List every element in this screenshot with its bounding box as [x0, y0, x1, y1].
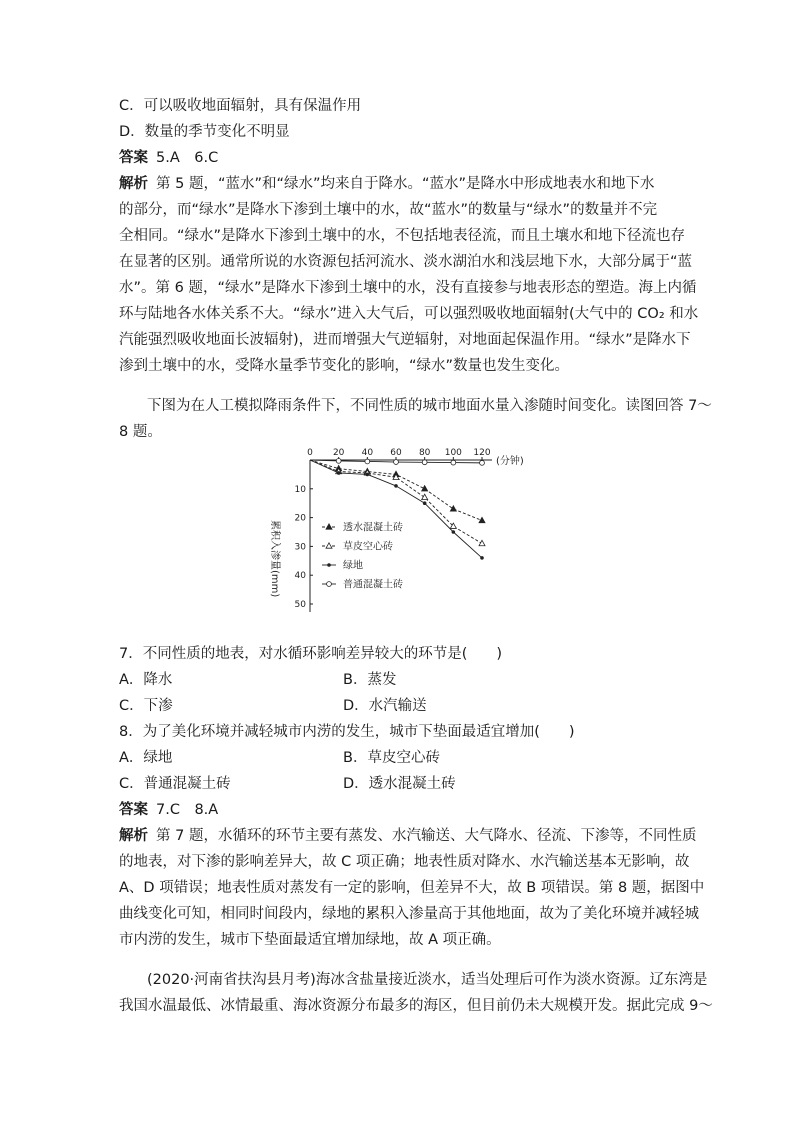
- x-tick-label: 60: [390, 448, 402, 458]
- analysis-1-line-6: 环与陆地各水体关系不大。“绿水”进入大气后，可以强烈吸收地面辐射(大气中的 CO₂ 和水: [119, 306, 699, 322]
- y-tick-label: 30: [294, 542, 306, 553]
- q7-option-d[interactable]: D．水汽输送: [343, 698, 427, 714]
- x-tick-label: 20: [332, 448, 345, 458]
- analysis-1-line-3: 全相同。“绿水”是降水下渗到土壤中的水，不包括地表径流，而且土壤水和地下径流也存: [119, 228, 686, 244]
- q8-option-a[interactable]: A．绿地: [119, 750, 173, 766]
- legend-label: 普通混凝土砖: [343, 579, 403, 591]
- figure-intro-line-2: 8 题。: [119, 424, 162, 440]
- analysis-2-line-1: 解析 第 7 题，水循环的环节主要有蒸发、水汽输送、大气降水、径流、下渗等，不同性质: [119, 828, 697, 844]
- data-point: [451, 460, 456, 465]
- data-point: [336, 458, 341, 463]
- analysis-1-line-1: 解析 第 5 题，“蓝水”和“绿水”均来自于降水。“蓝水”是降水中形成地表水和地下水: [119, 176, 655, 192]
- legend-marker: [327, 563, 331, 567]
- q7-stem: 7．不同性质的地表，对水循环影响差异较大的环节是( ): [119, 646, 503, 662]
- analysis-2-line-2: 的地表，对下渗的影响差异大，故 C 项正确；地表性质对降水、水汽输送基本无影响，故: [119, 854, 690, 870]
- answer-5-6: [119, 148, 679, 168]
- analysis-label-2: 解析: [119, 828, 148, 844]
- x-axis-label: (分钟): [496, 456, 524, 467]
- x-tick-label: 80: [418, 448, 431, 458]
- data-point: [394, 484, 398, 488]
- analysis-label: 解析: [119, 176, 148, 192]
- analysis-1-line-2: 的部分，而“绿水”是降水下渗到土壤中的水，故“蓝水”的数量与“绿水”的数量并不完: [119, 202, 658, 218]
- data-point: [394, 460, 399, 465]
- analysis-1-line-8: 渗到土壤中的水，受降水量季节变化的影响，“绿水”数量也发生变化。: [119, 358, 570, 374]
- y-tick-label: 20: [294, 513, 306, 524]
- answer-7-8: [119, 800, 679, 820]
- data-point: [479, 517, 485, 522]
- y-tick-label: 10: [294, 484, 306, 495]
- q7-option-b[interactable]: B．蒸发: [343, 672, 397, 688]
- legend-marker: [326, 524, 332, 529]
- figure-intro-line-1: 下图为在人工模拟降雨条件下，不同性质的城市地面水量入渗随时间变化。读图回答 7～: [147, 398, 712, 414]
- analysis-2-line-4: 曲线变化可知，相同时间段内，绿地的累积入渗量高于其他地面，故为了美化环境并减轻城: [119, 906, 699, 922]
- legend-label: 绿地: [343, 560, 363, 572]
- data-point: [423, 501, 427, 505]
- q8-option-c[interactable]: C．普通混凝土砖: [119, 776, 231, 792]
- data-point: [452, 530, 456, 534]
- data-point: [337, 471, 341, 475]
- x-tick-label: 100: [444, 448, 462, 458]
- analysis-1-line-7: 汽能强烈吸收地面长波辐射)，进而增强大气逆辐射，对地面起保温作用。“绿水”是降水下: [119, 332, 691, 348]
- data-point: [480, 460, 485, 465]
- data-point: [480, 556, 484, 560]
- x-tick-label: 120: [473, 448, 491, 458]
- x-tick-label: 0: [307, 448, 313, 458]
- data-point: [450, 506, 456, 511]
- data-point: [422, 460, 427, 465]
- analysis-1-line-4: 在显著的区别。通常所说的水资源包括河流水、淡水湖泊水和浅层地下水，大部分属于“蓝: [119, 254, 693, 270]
- legend-label: 透水混凝土砖: [343, 522, 403, 534]
- data-point: [422, 486, 428, 491]
- option-d-prev: D．数量的季节变化不明显: [119, 124, 290, 140]
- q7-option-c[interactable]: C．下渗: [119, 698, 173, 714]
- legend-label: 草皮空心砖: [343, 541, 393, 553]
- y-tick-label: 50: [294, 600, 306, 610]
- data-point: [365, 459, 370, 464]
- legend-marker: [327, 582, 332, 587]
- option-c-prev: C．可以吸收地面辐射，具有保温作用: [119, 98, 362, 114]
- answer-value: 5.A 6.C: [156, 150, 219, 166]
- next-intro-line-1: (2020·河南省扶沟县月考)海冰含盐量接近淡水，适当处理后可作为淡水资源。辽东湾是: [147, 972, 708, 988]
- y-axis-label: 累积入渗量(mm): [269, 520, 280, 598]
- data-point: [366, 473, 370, 477]
- q8-stem: 8．为了美化环境并减轻城市内涝的发生，城市下垫面最适宜增加( ): [119, 724, 575, 740]
- analysis-2-line-5: 市内涝的发生，城市下垫面最适宜增加绿地，故 A 项正确。: [119, 932, 501, 948]
- legend-marker: [326, 543, 332, 548]
- q7-option-a[interactable]: A．降水: [119, 672, 173, 688]
- x-tick-label: 40: [361, 448, 374, 458]
- answer-label-2: 答案: [119, 802, 148, 818]
- answer-label: 答案: [119, 150, 148, 166]
- q8-option-b[interactable]: B．草皮空心砖: [343, 750, 440, 766]
- analysis-2-line-3: A、D 项错误；地表性质对蒸发有一定的影响，但差异不大，故 B 项错误。第 8 题，据图中: [119, 880, 705, 896]
- data-point: [479, 540, 485, 545]
- answer-value-2: 7.C 8.A: [156, 802, 219, 818]
- next-intro-line-2: 我国水温最低、冰情最重、海冰资源分布最多的海区，但目前仍未大规模开发。据此完成 9～: [119, 998, 713, 1014]
- data-point: [422, 494, 428, 499]
- y-tick-label: 40: [294, 571, 306, 582]
- infiltration-chart: [250, 448, 550, 632]
- q8-option-d[interactable]: D．透水混凝土砖: [343, 776, 456, 792]
- analysis-1-line-5: 水”。第 6 题，“绿水”是降水下渗到土壤中的水，没有直接参与地表形态的塑造。海上内循: [119, 280, 697, 296]
